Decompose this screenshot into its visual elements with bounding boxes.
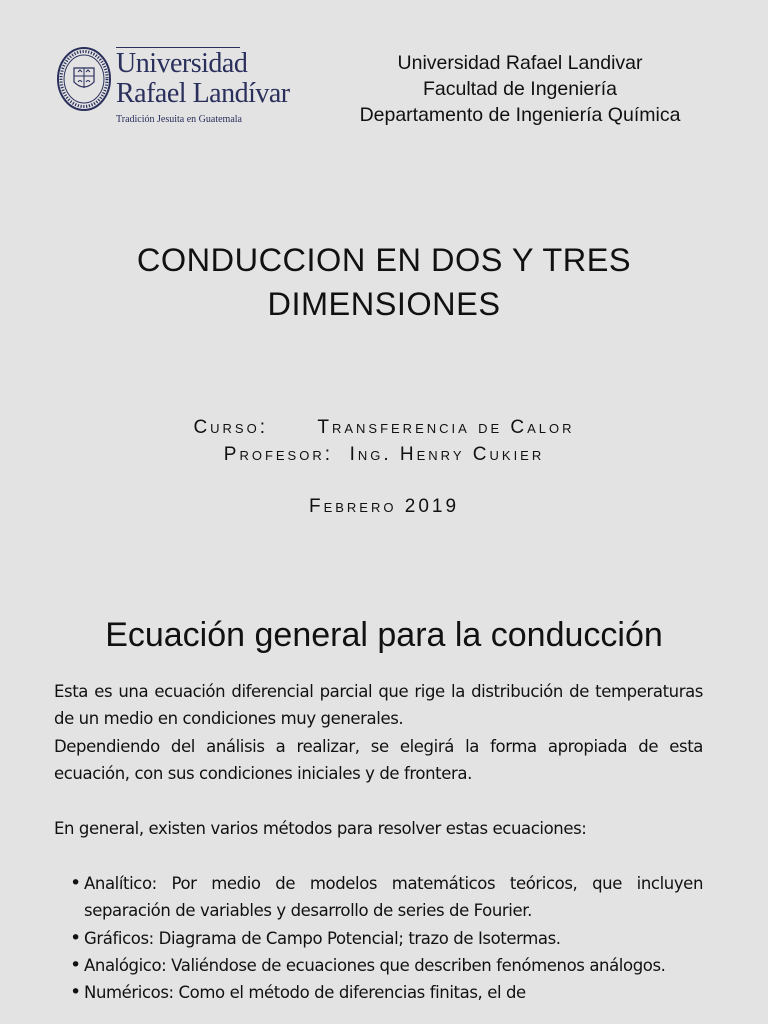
logo-wordmark-line2: Rafael Landívar bbox=[116, 78, 290, 109]
university-logo bbox=[56, 44, 296, 130]
section-heading: Ecuación general para la conducción bbox=[105, 616, 663, 654]
course-label: Curso: bbox=[193, 417, 268, 438]
professor-value: Ing. Henry Cukier bbox=[349, 444, 545, 465]
faculty-name: Facultad de Ingeniería bbox=[422, 78, 618, 100]
university-seal-icon bbox=[56, 46, 112, 112]
professor-label: Profesor: bbox=[223, 444, 333, 465]
list-item: • Gráficos: Diagrama de Campo Potencial; trazo de Isotermas. bbox=[72, 925, 703, 952]
list-item: • Numéricos: Como el método de diferencias finitas, el de bbox=[72, 979, 703, 1006]
department-name: Departamento de Ingeniería Química bbox=[359, 104, 681, 126]
paragraph-methods: En general, existen varios métodos para resolver estas ecuaciones: bbox=[54, 819, 587, 839]
list-item: • Analítico: Por medio de modelos matemáticos teóricos, que incluyen separación de variables y desarrollo de series de Fourier. bbox=[72, 870, 703, 925]
list-item: • Analógico: Valiéndose de ecuaciones que describen fenómenos análogos. bbox=[72, 952, 703, 979]
document-title bbox=[40, 238, 728, 326]
course-value: Transferencia de Calor bbox=[317, 417, 575, 438]
paragraph-analysis: Dependiendo del análisis a realizar, se elegirá la forma apropiada de esta ecuación, con sus condiciones iniciales y de frontera. bbox=[54, 736, 703, 784]
title-line1: CONDUCCION EN DOS Y TRES bbox=[136, 242, 632, 278]
institution-header bbox=[320, 50, 720, 128]
logo-wordmark-line1: Universidad bbox=[116, 48, 248, 79]
document-date: Febrero 2019 bbox=[308, 496, 460, 517]
course-info bbox=[40, 414, 728, 468]
paragraph-intro: Esta es una ecuación diferencial parcial que rige la distribución de temperaturas de un medio en condiciones muy generales. bbox=[54, 682, 703, 729]
section-body bbox=[54, 678, 703, 1007]
methods-list bbox=[54, 870, 703, 1007]
logo-tagline: Tradición Jesuita en Guatemala bbox=[116, 114, 242, 125]
title-line2: DIMENSIONES bbox=[267, 286, 501, 322]
university-name: Universidad Rafael Landivar bbox=[397, 52, 643, 74]
